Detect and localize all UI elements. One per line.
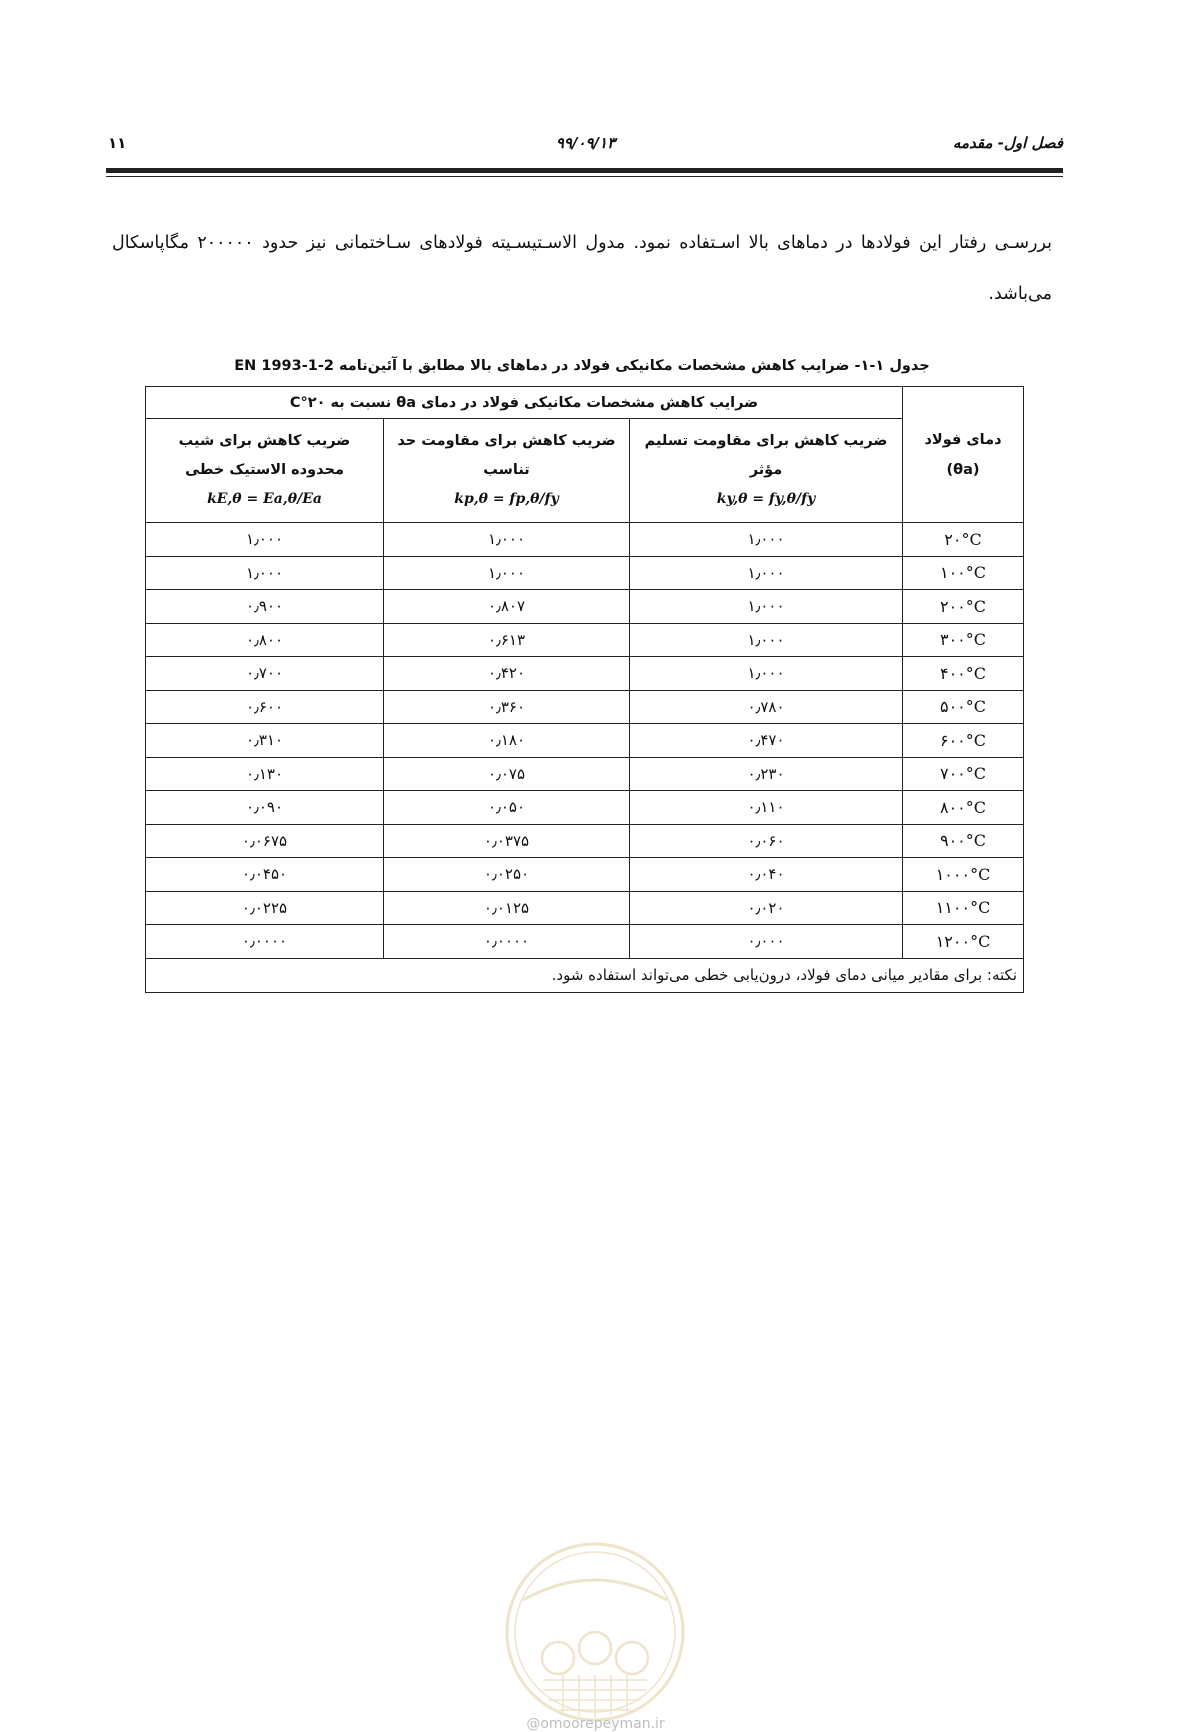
table-row [146, 690, 1024, 724]
proportional-factor-cell: ۰٫۶۱۳ [384, 623, 630, 657]
temperature-cell: ۹۰۰°C [903, 824, 1024, 858]
yield-factor-cell: ۰٫۰۴۰ [630, 858, 903, 892]
temperature-cell: ۱۲۰۰°C [903, 925, 1024, 959]
proportional-column-header [384, 419, 630, 523]
slope-factor-cell: ۱٫۰۰۰ [146, 523, 384, 557]
watermark-site: @omoorepeyman.ir [526, 1716, 665, 1732]
proportional-factor-cell: ۱٫۰۰۰ [384, 523, 630, 557]
slope-factor-cell: ۰٫۱۳۰ [146, 757, 384, 791]
header-rule-thick [106, 168, 1063, 173]
yield-header-line1: ضریب کاهش برای مقاومت تسلیم [644, 433, 888, 449]
proportional-header-line2: تناسب [483, 462, 530, 478]
proportional-formula: kp,θ = fp,θ/fy [454, 491, 559, 507]
proportional-factor-cell: ۰٫۱۸۰ [384, 724, 630, 758]
temperature-cell: ۴۰۰°C [903, 657, 1024, 691]
table-caption: جدول ۱-۱- ضرایب کاهش مشخصات مکانیکی فولاد در دماهای بالا مطابق با آئین‌نامه EN 1993-1-2 [234, 358, 930, 374]
slope-factor-cell: ۰٫۰۲۲۵ [146, 891, 384, 925]
slope-header-line2: محدوده الاستیک خطی [185, 462, 344, 478]
slope-factor-cell: ۰٫۷۰۰ [146, 657, 384, 691]
page-number: ۱۱ [108, 134, 127, 152]
header-date: ۹۹/۰۹/۱۳ [555, 134, 616, 152]
proportional-factor-cell: ۰٫۰۷۵ [384, 757, 630, 791]
yield-column-header [630, 419, 903, 523]
slope-formula: kE,θ = Ea,θ/Ea [207, 491, 322, 507]
table-note: نکته: برای مقادیر میانی دمای فولاد، درون‌یابی خطی می‌تواند استفاده شود. [146, 958, 1024, 992]
slope-factor-cell: ۰٫۰۶۷۵ [146, 824, 384, 858]
table-row [146, 556, 1024, 590]
slope-factor-cell: ۰٫۸۰۰ [146, 623, 384, 657]
yield-formula: ky,θ = fy,θ/fy [716, 491, 816, 507]
note-row [146, 958, 1024, 992]
slope-factor-cell: ۰٫۳۱۰ [146, 724, 384, 758]
chapter-title: فصل اول- مقدمه [952, 134, 1063, 152]
proportional-factor-cell: ۰٫۸۰۷ [384, 590, 630, 624]
yield-factor-cell: ۰٫۴۷۰ [630, 724, 903, 758]
slope-factor-cell: ۰٫۰۴۵۰ [146, 858, 384, 892]
yield-factor-cell: ۰٫۰۲۰ [630, 891, 903, 925]
temp-column-header [903, 387, 1024, 523]
yield-factor-cell: ۱٫۰۰۰ [630, 623, 903, 657]
slope-factor-cell: ۰٫۰۰۰۰ [146, 925, 384, 959]
temperature-cell: ۷۰۰°C [903, 757, 1024, 791]
temperature-cell: ۳۰۰°C [903, 623, 1024, 657]
slope-factor-cell: ۰٫۶۰۰ [146, 690, 384, 724]
yield-factor-cell: ۱٫۰۰۰ [630, 556, 903, 590]
table-row [146, 824, 1024, 858]
proportional-factor-cell: ۱٫۰۰۰ [384, 556, 630, 590]
table-row [146, 657, 1024, 691]
table-row [146, 858, 1024, 892]
page-header [108, 128, 1063, 158]
yield-factor-cell: ۰٫۲۳۰ [630, 757, 903, 791]
temp-header-label: دمای فولاد [924, 431, 1002, 448]
temperature-cell: ۲۰۰°C [903, 590, 1024, 624]
slope-header-line1: ضریب کاهش برای شیب [178, 433, 351, 449]
temperature-cell: ۸۰۰°C [903, 791, 1024, 825]
table-row [146, 891, 1024, 925]
group-header: ضرایب کاهش مشخصات مکانیکی فولاد در دمای θa نسبت به ۲۰°C [146, 387, 903, 419]
proportional-factor-cell: ۰٫۰۱۲۵ [384, 891, 630, 925]
yield-factor-cell: ۰٫۱۱۰ [630, 791, 903, 825]
table-row [146, 523, 1024, 557]
temperature-cell: ۱۰۰°C [903, 556, 1024, 590]
temperature-cell: ۱۱۰۰°C [903, 891, 1024, 925]
proportional-factor-cell: ۰٫۴۲۰ [384, 657, 630, 691]
table-row [146, 791, 1024, 825]
temp-header-symbol: (θa) [946, 461, 980, 478]
table-row [146, 623, 1024, 657]
proportional-factor-cell: ۰٫۰۲۵۰ [384, 858, 630, 892]
yield-factor-cell: ۰٫۰۰۰ [630, 925, 903, 959]
table-row [146, 925, 1024, 959]
yield-header-line2: مؤثر [749, 462, 783, 478]
header-rule-thin [106, 176, 1063, 177]
proportional-header-line1: ضریب کاهش برای مقاومت حد [397, 433, 616, 449]
temperature-cell: ۱۰۰۰°C [903, 858, 1024, 892]
yield-factor-cell: ۰٫۷۸۰ [630, 690, 903, 724]
slope-factor-cell: ۱٫۰۰۰ [146, 556, 384, 590]
yield-factor-cell: ۱٫۰۰۰ [630, 590, 903, 624]
body-paragraph: بررسـی رفتار این فولادها در دماهای بالا اسـتفاده نمود. مدول الاسـتیسـیته فولادهای سـاختمانی نیز حدود ۲۰۰۰۰۰ مگاپاسکال می‌باشد. [112, 233, 1052, 304]
proportional-factor-cell: ۰٫۰۳۷۵ [384, 824, 630, 858]
slope-column-header [146, 419, 384, 523]
temperature-cell: ۶۰۰°C [903, 724, 1024, 758]
proportional-factor-cell: ۰٫۰۰۰۰ [384, 925, 630, 959]
slope-factor-cell: ۰٫۰۹۰ [146, 791, 384, 825]
proportional-factor-cell: ۰٫۳۶۰ [384, 690, 630, 724]
slope-factor-cell: ۰٫۹۰۰ [146, 590, 384, 624]
table-row [146, 724, 1024, 758]
yield-factor-cell: ۰٫۰۶۰ [630, 824, 903, 858]
temperature-cell: ۵۰۰°C [903, 690, 1024, 724]
yield-factor-cell: ۱٫۰۰۰ [630, 523, 903, 557]
table-row [146, 590, 1024, 624]
temperature-cell: ۲۰°C [903, 523, 1024, 557]
omoore-peyman-logo-watermark [503, 1540, 687, 1724]
proportional-factor-cell: ۰٫۰۵۰ [384, 791, 630, 825]
reduction-factors-table [145, 386, 1024, 993]
table-row [146, 757, 1024, 791]
yield-factor-cell: ۱٫۰۰۰ [630, 657, 903, 691]
